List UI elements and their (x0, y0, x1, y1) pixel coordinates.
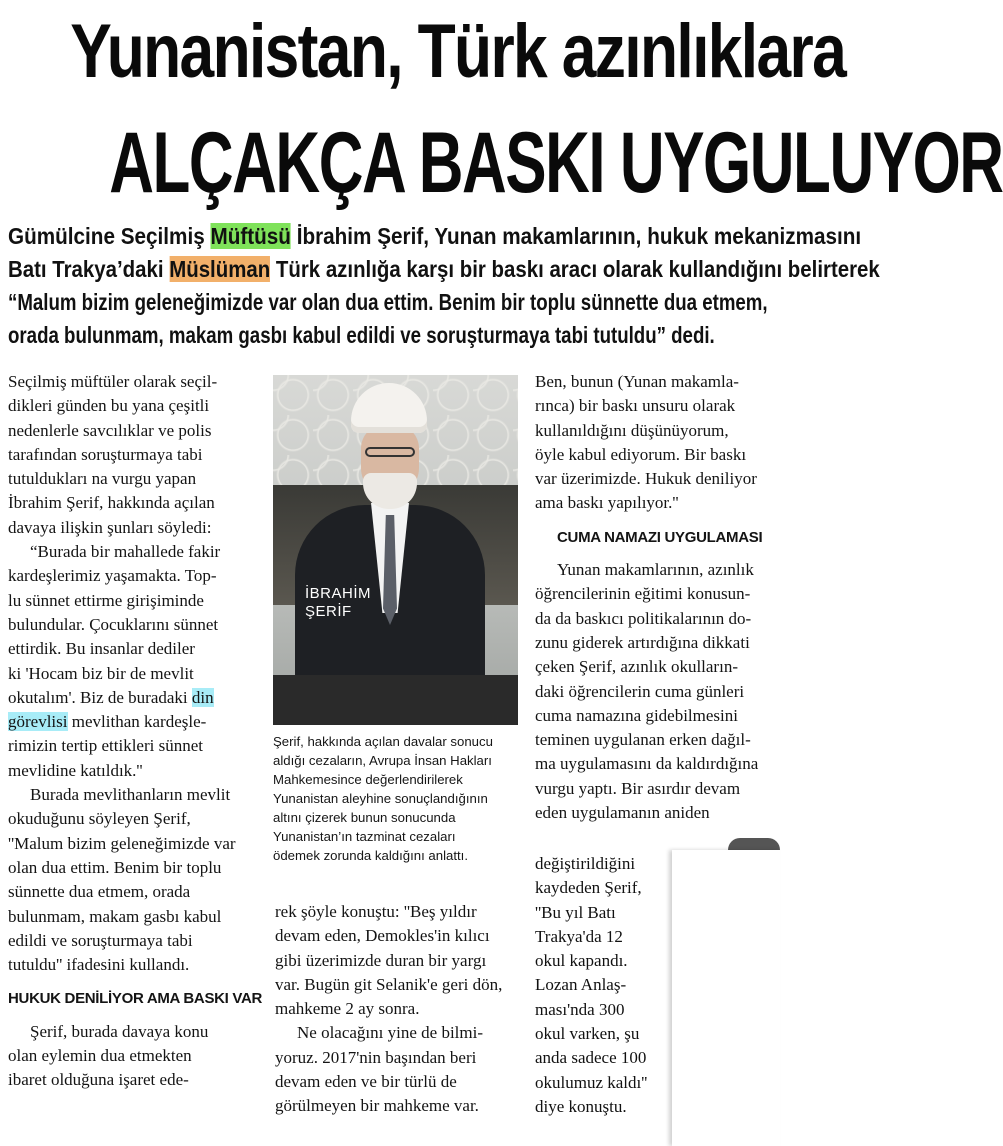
text-line: ettirdik. Bu insanlar dediler (8, 639, 195, 659)
paragraph-1 (275, 900, 530, 1021)
text-line: rimizin tertip ettikleri sünnet (8, 736, 203, 756)
lead-text: Batı Trakya’daki (8, 256, 170, 282)
text-line: teminen uygulanan erken dağıl- (535, 730, 751, 750)
caption-line: aldığı cezaların, Avrupa İnsan Hakları (273, 753, 492, 768)
text-line: sünnette dua etmem, orada (8, 882, 191, 902)
text-line: da da baskıcı politikalarının do- (535, 608, 752, 628)
text-line: zunu giderek artırdığına dikkati (535, 632, 750, 652)
text-line: Trakya'da 12 (535, 926, 623, 946)
caption-line: altını çizerek bunun sonucunda (273, 810, 456, 825)
text-line: olan dua ettim. Benim bir toplu (8, 857, 222, 877)
text-line: yoruz. 2017'nin başından beri (275, 1047, 477, 1067)
highlight-din[interactable]: din (191, 687, 214, 707)
text-line: gibi üzerimizde duran bir yargı (275, 950, 487, 970)
caption-line: Yunanistan’ın tazminat cezaları (273, 829, 456, 844)
desk (273, 675, 518, 725)
text-line: ''Bu yıl Batı (535, 902, 616, 922)
text-fragment: okutalım'. Biz de buradaki (8, 687, 192, 707)
lead-line-2 (8, 253, 880, 286)
text-line: anda sadece 100 (535, 1048, 647, 1068)
text-line: okul varken, şu (535, 1024, 640, 1044)
text-line: bulunmam, makam gasbı kabul (8, 906, 222, 926)
text-line: tarafından soruşturmaya tabi (8, 444, 203, 464)
caption-line: Mahkemesince değerlendirilerek (273, 772, 463, 787)
text-line: rınca) bir baskı unsuru olarak (535, 396, 736, 416)
headline-line-1: Yunanistan, Türk azınlıklara (70, 9, 846, 94)
lead-text: Türk azınlığa karşı bir baskı aracı olarak kullandığını belirterek (270, 256, 880, 282)
text-line: ama baskı yapılıyor.'' (535, 493, 679, 513)
text-line: Ben, bunun (Yunan makamla- (535, 372, 739, 391)
text-line: vurgu yaptı. Bir asırdır devam (535, 778, 741, 798)
caption-line: Şerif, hakkında açılan davalar sonucu (273, 734, 493, 749)
paragraph-2 (535, 558, 780, 825)
text-fragment: mevlithan kardeşle- (67, 712, 207, 732)
paragraph-2 (275, 1021, 530, 1118)
text-line: devam eden ve bir türlü de (275, 1072, 457, 1092)
text-line: okulumuz kaldı'' (535, 1072, 648, 1092)
text-line: öyle kabul ediyorum. Bir baskı (535, 444, 747, 464)
text-line: davaya ilişkin şunları söyledi: (8, 517, 212, 537)
highlight-muftusu[interactable]: Müftüsü (210, 223, 291, 249)
text-line: Şerif, burada davaya konu (30, 1021, 209, 1041)
text-line: mevlidine katıldık.'' (8, 760, 143, 780)
photo-name-line-1: İBRAHİM (305, 585, 372, 602)
text-line: okul kapandı. (535, 951, 628, 971)
text-line (8, 686, 270, 710)
paragraph-1 (535, 370, 780, 516)
paragraph-4 (8, 1020, 270, 1093)
text-line: cuma namazına gidebilmesini (535, 705, 738, 725)
caption-line: Yunanistan aleyhine sonuçlandığının (273, 791, 488, 806)
text-line: bulundular. Çocuklarını sünnet (8, 614, 219, 634)
text-line: var üzerimizde. Hukuk deniliyor (535, 469, 757, 489)
text-line: kaydeden Şerif, (535, 878, 642, 898)
lead-line-1 (8, 220, 862, 253)
article-column-3 (535, 370, 780, 825)
text-line: Burada mevlithanların mevlit (30, 785, 231, 805)
text-line: eden uygulamanın aniden (535, 803, 710, 823)
text-line: ma uygulamasını da kaldırdığına (535, 754, 759, 774)
fold-edge-shadow (728, 838, 780, 850)
article-column-3-continued (535, 852, 670, 1119)
highlight-musluman[interactable]: Müslüman (169, 256, 271, 282)
text-line: var. Bugün git Selanik'e geri dön, (275, 974, 503, 994)
text-line: edildi ve soruşturmaya tabi (8, 930, 193, 950)
lead-paragraph (8, 220, 880, 352)
text-line: ibaret olduğuna işaret ede- (8, 1070, 189, 1090)
article-column-2 (275, 900, 530, 1119)
paragraph-3 (8, 783, 270, 977)
lead-text: Gümülcine Seçilmiş (8, 223, 211, 249)
photo-name-line-2: ŞERİF (305, 603, 352, 620)
caption-line: ödemek zorunda kaldığını anlattı. (273, 848, 469, 863)
photo-caption (273, 732, 523, 865)
text-line: dikleri günden bu yana çeşitli (8, 396, 210, 416)
text-line: olan eylemin dua etmekten (8, 1046, 192, 1066)
portrait-photo (273, 375, 518, 725)
text-line: kardeşlerimiz yaşamakta. Top- (8, 566, 217, 586)
text-line: ki 'Hocam biz bir de mevlit (8, 663, 194, 683)
text-line: görülmeyen bir mahkeme var. (275, 1096, 479, 1116)
text-line: Yunan makamlarının, azınlık (557, 560, 754, 580)
text-line: devam eden, Demokles'in kılıcı (275, 926, 490, 946)
subhead-hukuk: HUKUK DENİLİYOR AMA BASKI VAR (8, 990, 263, 1008)
text-line: tutuldu'' ifadesini kullandı. (8, 955, 190, 975)
text-line: daki öğrencilerin cuma günleri (535, 681, 745, 701)
headline-line-2: ALÇAKÇA BASKI UYGULUYOR (109, 115, 1003, 211)
text-line: Ne olacağını yine de bilmi- (297, 1023, 483, 1043)
text-line: Lozan Anlaş- (535, 975, 627, 995)
glasses (365, 447, 415, 457)
text-line: değiştirildiğini (535, 854, 636, 873)
text-line: öğrencilerinin eğitimi konusun- (535, 584, 751, 604)
text-line: tutuldukları na vurgu yapan (8, 469, 197, 489)
text-line: çeken Şerif, azınlık okulların- (535, 657, 738, 677)
text-line: okuduğunu söyleyen Şerif, (8, 809, 191, 829)
text-line: nedenlerle savcılıklar ve polis (8, 420, 212, 440)
text-line: ması'nda 300 (535, 999, 625, 1019)
subhead-cuma: CUMA NAMAZI UYGULAMASI (557, 528, 763, 546)
paragraph-2 (8, 540, 270, 783)
lead-line-4: orada bulunmam, makam gasbı kabul edildi ve soruşturmaya tabi tutuldu” dedi. (8, 322, 715, 348)
lead-text: İbrahim Şerif, Yunan makamlarının, hukuk mekanizmasını (290, 223, 862, 249)
article-column-1 (8, 370, 270, 1093)
highlight-gorevlisi[interactable]: görevlisi (8, 712, 68, 732)
text-line: İbrahim Şerif, hakkında açılan (8, 493, 215, 513)
paragraph-1 (8, 370, 270, 540)
text-line: mahkeme 2 ay sonra. (275, 999, 420, 1019)
text-line: lu sünnet ettirme girişiminde (8, 590, 204, 610)
text-line: diye konuştu. (535, 1096, 627, 1116)
page-fold-overlay (672, 850, 780, 1146)
text-line: Seçilmiş müftüler olarak seçil- (8, 372, 218, 391)
text-line: kullanıldığını düşünüyorum, (535, 420, 729, 440)
text-line (8, 710, 270, 734)
text-line: ''Malum bizim geleneğimizde var (8, 833, 236, 853)
text-line: rek şöyle konuştu: ''Beş yıldır (275, 902, 477, 921)
lead-line-3: “Malum bizim geleneğimizde var olan dua ettim. Benim bir toplu sünnette dua etmem, (8, 289, 768, 315)
photo-name-label (305, 585, 371, 621)
text-line: “Burada bir mahallede fakir (30, 542, 221, 562)
